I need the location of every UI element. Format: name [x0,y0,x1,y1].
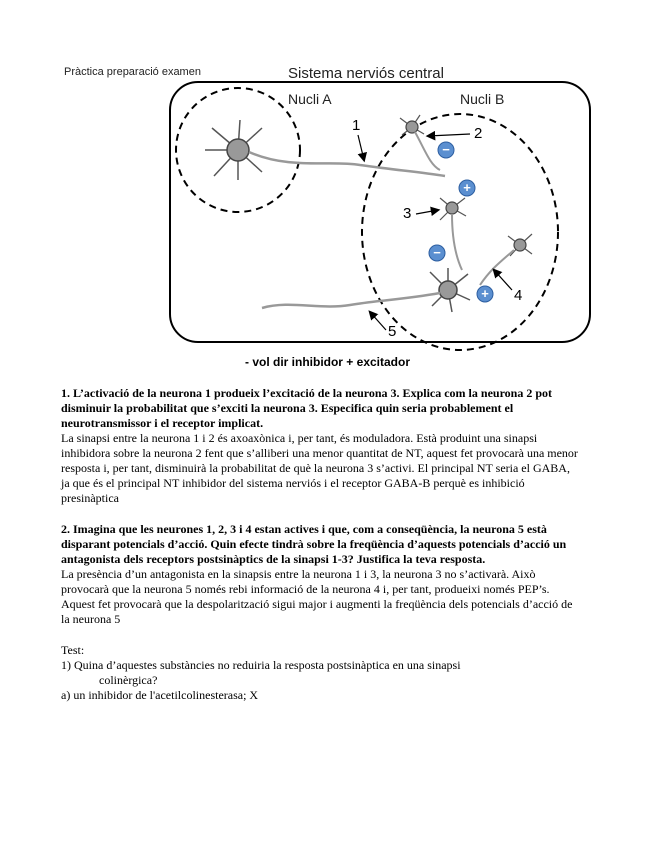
neuron-1-soma [205,120,262,180]
arrow-1 [358,135,364,160]
label-2: 2 [474,125,483,142]
answer-2: La presència d’un antagonista en la sinapsis entre la neurona 1 i 3, la neurona 3 no s’activarà. Això provocarà que la neurona 5 només rebi informació de la neurona 4 i, per tant, produeixi només PEP’s. Aquest fet provocarà que la despolarització sigui major i augmenti la freqüència dels potencials d’acció de la neurona 5 [61,567,573,626]
test-option-a: a) un inhibidor de l'acetilcolinesterasa; X [61,688,259,702]
header-left: Pràctica preparació examen [64,66,201,78]
nucleus-a-label: Nucli A [288,91,332,107]
neuron-diagram [0,0,655,380]
question-2: 2. Imagina que les neurones 1, 2, 3 i 4 estan actives i que, com a conseqüència, la neurona 5 està disparant potencials d’acció. Quin efecte tindrà sobre la freqüència d’aquests potencials d’acció un antagonista dels receptors postsinàptics de la sinapsi 1-3? Justifica la teva resposta. [61,522,567,566]
answer-1: La sinapsi entre la neurona 1 i 2 és axoaxònica i, per tant, és moduladora. Està produint una sinapsi inhibidora sobre la neurona 2 fent que s’alliberi una menor quantitat de NT, aquest fet provocarà una menor resposta i, per tant, disminuirà la probabilitat de què la neurona 3 s’activi. El principal NT seria el GABA, ja que és el principal NT inhibidor del sistema nerviós i el receptor GABA-B perquè es inhibició presinàptica [61,431,578,505]
neuron-1-axon [249,152,445,176]
arrow-4 [494,270,512,290]
question-1: 1. L’activació de la neurona 1 produeix l’excitació de la neurona 3. Explica com la neurona 2 pot disminuir la probabilitat que s’exciti la neurona 3. Especifica quin seria probablement el neurotransmissor i el receptor implicat. [61,386,553,430]
plus-icon: + [481,286,489,301]
arrow-2 [428,134,470,136]
minus-icon: − [433,245,441,260]
arrow-5 [370,312,386,330]
neuron-5-axon [262,293,440,308]
minus-icon: − [442,142,450,157]
plus-icon: + [463,180,471,195]
neuron-4 [480,234,532,285]
test-item-question: 1) Quina d’aquestes substàncies no reduiria la resposta postsinàptica en una sinapsi [61,658,461,672]
test-item-question-cont: colinèrgica? [99,673,158,687]
nucleus-b-region [362,114,558,350]
nucleus-b-label: Nucli B [460,91,505,107]
exam-content [61,386,581,703]
figure-caption: - vol dir inhibidor + excitador [244,355,411,369]
label-1: 1 [352,117,361,134]
test-heading: Test: [61,643,85,657]
neuron-5 [430,268,470,312]
arrow-3 [416,210,438,214]
neuron-3 [440,198,466,270]
label-4: 4 [514,287,523,304]
label-5: 5 [388,323,397,340]
figure-title: Sistema nerviós central [288,65,444,82]
label-3: 3 [403,205,412,222]
